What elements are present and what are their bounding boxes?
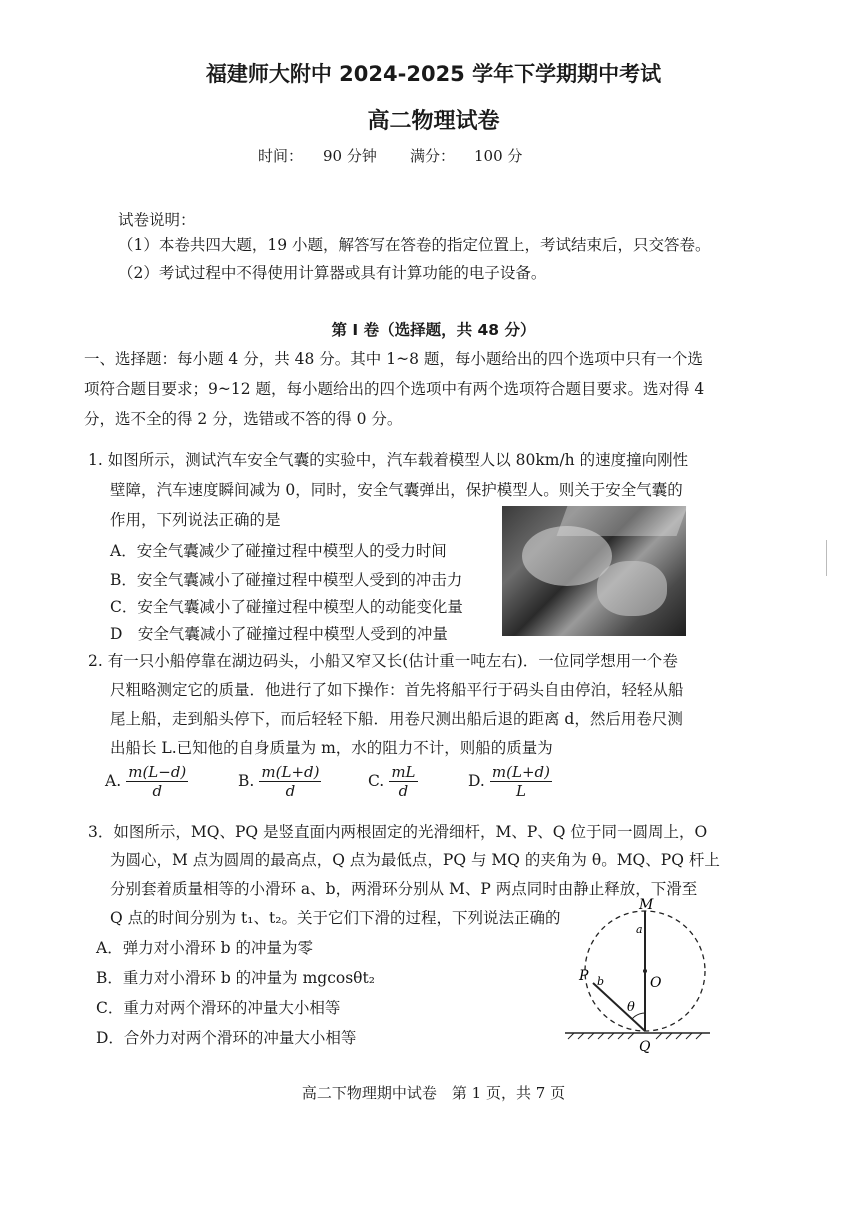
label-theta: θ bbox=[627, 1000, 635, 1015]
instructions-heading: 试卷说明： bbox=[118, 211, 196, 229]
q3-stem-line: 3．如图所示，MQ、PQ 是竖直面内两根固定的光滑细杆，M、P、Q 位于同一圆周上，O bbox=[88, 823, 708, 841]
instruction-item: （1）本卷共四大题，19 小题，解答写在答卷的指定位置上，考试结束后，只交答卷。 bbox=[118, 236, 711, 254]
q3-stem-line: 分别套着质量相等的小滑环 a、b，两滑环分别从 M、P 两点同时由静止释放，下滑至 bbox=[110, 880, 698, 898]
section-desc-line: 项符合题目要求；9~12 题，每小题给出的四个选项中有两个选项符合题目要求。选对得 4 bbox=[84, 380, 705, 398]
scan-edge-mark bbox=[826, 540, 827, 576]
q1-option-a: A．安全气囊减少了碰撞过程中模型人的受力时间 bbox=[110, 542, 447, 560]
q3-option-a: A．弹力对小滑环 b 的冲量为零 bbox=[96, 939, 313, 957]
q1-stem-line: 1. 如图所示，测试汽车安全气囊的实验中，汽车载着模型人以 80km/h 的速度撞向刚性 bbox=[88, 451, 689, 469]
label-o: O bbox=[650, 975, 662, 991]
q3-option-b: B．重力对小滑环 b 的冲量为 mgcosθt₂ bbox=[96, 969, 375, 987]
time-label: 时间： bbox=[258, 147, 304, 165]
rod-pq bbox=[593, 983, 645, 1031]
q3-stem-line: Q 点的时间分别为 t₁、t₂。关于它们下滑的过程，下列说法正确的 bbox=[110, 909, 561, 927]
subject-title: 高二物理试卷 bbox=[367, 109, 500, 134]
q1-stem-line: 作用，下列说法正确的是 bbox=[110, 511, 281, 529]
q2-option-a: A. $\frac{m(L-d)}{d}$ bbox=[105, 763, 187, 800]
q2-stem-line: 尾上船，走到船头停下，而后轻轻下船．用卷尺测出船后退的距离 d，然后用卷尺测 bbox=[110, 710, 683, 728]
q3-option-c: C．重力对两个滑环的冲量大小相等 bbox=[96, 999, 341, 1017]
label-b: b bbox=[597, 975, 605, 988]
instruction-item: （2）考试过程中不得使用计算器或具有计算功能的电子设备。 bbox=[118, 264, 547, 282]
time-value: 90 分钟 bbox=[323, 147, 377, 165]
label-p: P bbox=[579, 968, 589, 984]
airbag-test-photo bbox=[502, 506, 686, 636]
exam-title: 福建师大附中 2024-2025 学年下学期期中考试 bbox=[205, 62, 662, 86]
label-m: M bbox=[639, 897, 654, 913]
label-q: Q bbox=[639, 1039, 651, 1055]
page-footer: 高二下物理期中试卷 第 1 页，共 7 页 bbox=[301, 1084, 566, 1102]
q1-option-c: C．安全气囊减小了碰撞过程中模型人的动能变化量 bbox=[110, 598, 463, 616]
section-desc-line: 分，选不全的得 2 分，选错或不答的得 0 分。 bbox=[84, 410, 403, 428]
section-desc-line: 一、选择题：每小题 4 分，共 48 分。其中 1~8 题，每小题给出的四个选项中只有一个选 bbox=[84, 350, 703, 368]
label-a: a bbox=[636, 923, 643, 936]
score-value: 100 分 bbox=[474, 147, 523, 165]
q2-option-c: C. $\frac{mL}{d}$ bbox=[368, 763, 416, 800]
ground-hatch bbox=[568, 1033, 702, 1039]
q1-option-d: D 安全气囊减小了碰撞过程中模型人受到的冲量 bbox=[110, 625, 448, 643]
q3-stem-line: 为圆心，M 点为圆周的最高点，Q 点为最低点，PQ 与 MQ 的夹角为 θ。MQ、PQ 杆上 bbox=[110, 851, 720, 869]
q2-stem-line: 2. 有一只小船停靠在湖边码头，小船又窄又长(估计重一吨左右)．一位同学想用一个卷 bbox=[88, 652, 678, 670]
section-title: 第 I 卷（选择题，共 48 分） bbox=[331, 321, 536, 339]
score-label: 满分： bbox=[410, 147, 456, 165]
q1-stem-line: 壁障，汽车速度瞬间减为 0，同时，安全气囊弹出，保护模型人。则关于安全气囊的 bbox=[110, 481, 683, 499]
q2-stem-line: 出船长 L.已知他的自身质量为 m，水的阻力不计，则船的质量为 bbox=[110, 739, 553, 757]
q1-option-b: B．安全气囊减小了碰撞过程中模型人受到的冲击力 bbox=[110, 571, 463, 589]
q3-option-d: D．合外力对两个滑环的冲量大小相等 bbox=[96, 1029, 357, 1047]
q2-option-d: D. $\frac{m(L+d)}{L}$ bbox=[468, 763, 550, 800]
q2-stem-line: 尺粗略测定它的质量．他进行了如下操作：首先将船平行于码头自由停泊，轻轻从船 bbox=[110, 681, 684, 699]
q3-circle-figure bbox=[560, 895, 720, 1060]
q2-option-b: B. $\frac{m(L+d)}{d}$ bbox=[238, 763, 320, 800]
center-point bbox=[643, 969, 647, 973]
